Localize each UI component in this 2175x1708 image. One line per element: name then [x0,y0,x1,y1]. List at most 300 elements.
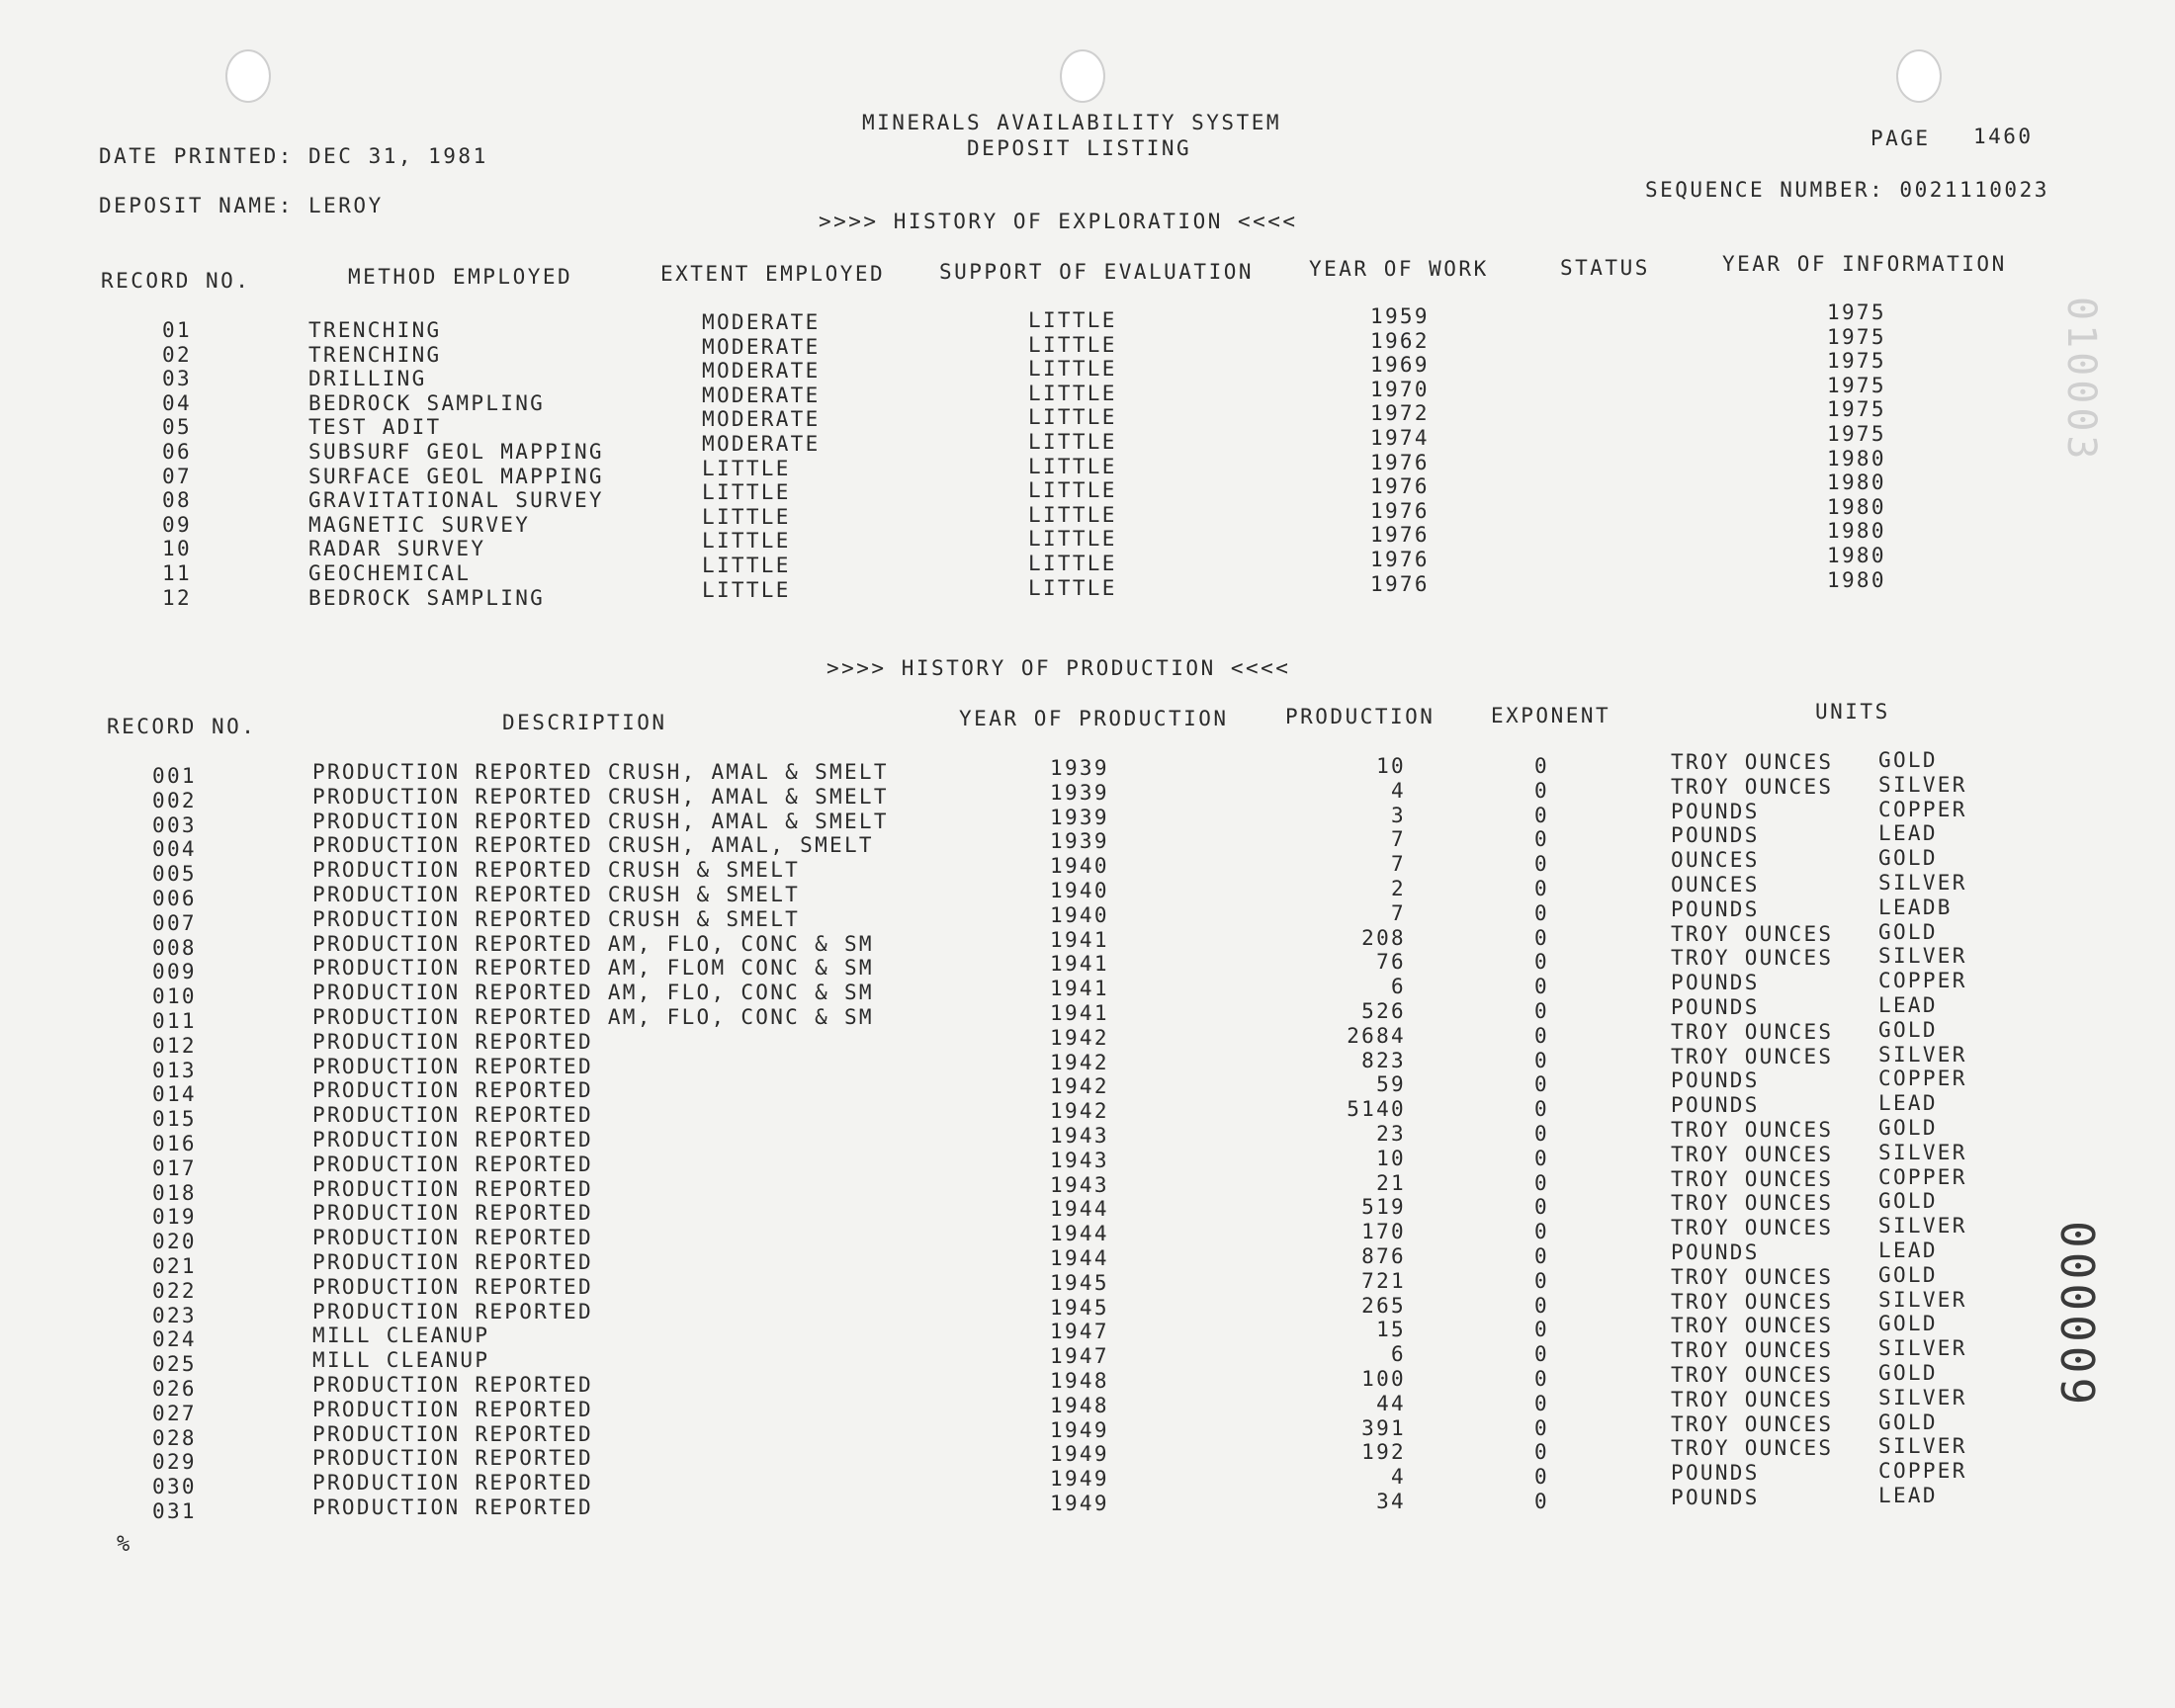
metal: LEAD [1878,1091,1938,1116]
record-no: 029 [152,1450,197,1475]
extent-employed: LITTLE [702,456,791,480]
record-no: 025 [152,1352,197,1377]
year-of-production: 1949 [1050,1492,1109,1515]
exponent: 0 [1534,827,1549,852]
description: PRODUCTION REPORTED [312,1274,593,1299]
year-of-information: 1980 [1827,494,1886,519]
year-of-work: 1976 [1370,523,1430,548]
record-no: 018 [152,1180,197,1205]
exponent: 0 [1534,1415,1549,1440]
page-label: PAGE [1870,127,1931,150]
year-of-production: 1942 [1050,1074,1109,1099]
description: PRODUCTION REPORTED CRUSH, AMAL & SMELT [312,760,889,784]
metal: SILVER [1878,944,1967,969]
year-of-production: 1941 [1050,952,1109,977]
description: PRODUCTION REPORTED [312,1421,593,1446]
metal: GOLD [1878,1189,1938,1214]
exponent: 0 [1534,803,1549,827]
year-of-production: 1945 [1050,1270,1109,1295]
year-of-work: 1976 [1370,474,1430,499]
year-of-production: 1948 [1050,1393,1109,1417]
extent-employed: MODERATE [702,407,821,432]
unit-type: TROY OUNCES [1671,921,1834,946]
record-no: 002 [152,788,197,812]
record-no: 06 [162,440,192,464]
exp-col-record-no: RECORD NO. [101,269,251,293]
metal: LEADB [1878,895,1953,919]
year-of-production: 1939 [1050,805,1109,829]
metal: COPPER [1878,1067,1967,1091]
exponent: 0 [1534,1170,1549,1195]
description: PRODUCTION REPORTED [312,1226,593,1250]
footer-mark: % [117,1532,130,1557]
exponent: 0 [1534,950,1549,975]
extent-employed: LITTLE [702,554,791,577]
punch-hole-center [1060,49,1105,103]
exponent: 0 [1534,1440,1549,1465]
description: PRODUCTION REPORTED [312,1128,593,1152]
punch-hole-right [1896,49,1942,103]
unit-type: TROY OUNCES [1671,1166,1834,1191]
metal: GOLD [1878,1409,1938,1434]
production-amount: 7 [1391,900,1406,925]
year-of-production: 1940 [1050,854,1109,879]
metal: SILVER [1878,1042,1967,1067]
description: PRODUCTION REPORTED CRUSH & SMELT [312,883,801,906]
system-title: MINERALS AVAILABILITY SYSTEM [862,111,1282,134]
record-no: 026 [152,1377,197,1401]
record-no: 07 [162,464,192,488]
record-no: 023 [152,1303,197,1327]
description: PRODUCTION REPORTED CRUSH & SMELT [312,858,801,883]
description: PRODUCTION REPORTED [312,1152,593,1176]
prod-col-description: DESCRIPTION [502,711,667,734]
record-no: 012 [152,1033,197,1058]
record-no: 011 [152,1009,197,1033]
extent-employed: LITTLE [702,577,791,602]
support-of-evaluation: LITTLE [1028,575,1117,600]
unit-type: TROY OUNCES [1671,1289,1834,1314]
description: PRODUCTION REPORTED [312,1373,593,1397]
year-of-production: 1948 [1050,1369,1109,1393]
description: PRODUCTION REPORTED [312,1029,593,1054]
record-no: 013 [152,1058,197,1082]
year-of-production: 1941 [1050,927,1109,952]
unit-type: TROY OUNCES [1671,774,1834,799]
record-no: 001 [152,764,197,788]
year-of-production: 1939 [1050,829,1109,854]
metal: COPPER [1878,969,1967,993]
method-employed: RADAR SURVEY [308,537,486,561]
support-of-evaluation: LITTLE [1028,308,1117,332]
support-of-evaluation: LITTLE [1028,381,1117,405]
record-no: 007 [152,910,197,935]
record-no: 016 [152,1132,197,1155]
unit-type: TROY OUNCES [1671,1436,1834,1461]
year-of-production: 1939 [1050,780,1109,805]
prod-col-exponent: EXPONENT [1491,704,1611,727]
metal: COPPER [1878,797,1967,821]
production-amount: 3 [1391,803,1406,827]
exponent: 0 [1534,852,1549,877]
record-no: 010 [152,984,197,1009]
production-amount: 876 [1361,1244,1406,1268]
method-employed: SUBSURF GEOL MAPPING [308,440,604,464]
unit-type: POUNDS [1671,799,1760,823]
exponent: 0 [1534,1097,1549,1122]
year-of-production: 1942 [1050,1050,1109,1074]
prod-col-year: YEAR OF PRODUCTION [959,707,1229,730]
year-of-information: 1975 [1827,300,1886,324]
production-amount: 34 [1376,1490,1406,1513]
production-amount: 7 [1391,827,1406,852]
production-amount: 21 [1376,1170,1406,1195]
exponent: 0 [1534,900,1549,925]
exponent: 0 [1534,1490,1549,1513]
record-no: 009 [152,960,197,984]
support-of-evaluation: LITTLE [1028,405,1117,430]
unit-type: POUNDS [1671,995,1760,1019]
unit-type: TROY OUNCES [1671,1044,1834,1068]
year-of-information: 1975 [1827,373,1886,397]
exp-col-support: SUPPORT OF EVALUATION [939,260,1255,284]
prod-col-record-no: RECORD NO. [107,715,257,738]
production-amount: 192 [1361,1440,1406,1465]
unit-type: POUNDS [1671,1486,1760,1509]
metal: GOLD [1878,919,1938,944]
year-of-information: 1975 [1827,422,1886,446]
year-of-information: 1980 [1827,567,1886,592]
exponent: 0 [1534,1195,1549,1220]
unit-type: TROY OUNCES [1671,1142,1834,1166]
production-amount: 5140 [1347,1097,1406,1122]
year-of-work: 1974 [1370,426,1430,450]
description: PRODUCTION REPORTED CRUSH, AMAL, SMELT [312,833,874,858]
margin-stamp-faint: 010003 [2058,297,2104,464]
description: PRODUCTION REPORTED [312,1078,593,1103]
year-of-production: 1944 [1050,1222,1109,1246]
exponent: 0 [1534,975,1549,999]
production-amount: 76 [1376,950,1406,975]
exponent: 0 [1534,877,1549,900]
production-amount: 170 [1361,1220,1406,1244]
description: PRODUCTION REPORTED AM, FLOM CONC & SM [312,956,874,981]
description: PRODUCTION REPORTED CRUSH, AMAL & SMELT [312,784,889,809]
exponent: 0 [1534,754,1549,778]
exponent: 0 [1534,1122,1549,1146]
metal: LEAD [1878,993,1938,1017]
year-of-production: 1949 [1050,1417,1109,1442]
record-no: 031 [152,1499,197,1523]
description: PRODUCTION REPORTED CRUSH & SMELT [312,906,801,931]
year-of-production: 1942 [1050,1025,1109,1050]
punch-hole-left [225,49,271,103]
record-no: 02 [162,342,192,367]
method-employed: TRENCHING [308,342,442,367]
unit-type: TROY OUNCES [1671,1216,1834,1240]
support-of-evaluation: LITTLE [1028,454,1117,478]
unit-type: TROY OUNCES [1671,1118,1834,1142]
record-no: 020 [152,1230,197,1254]
unit-type: POUNDS [1671,1093,1760,1118]
deposit-name: DEPOSIT NAME: LEROY [99,194,384,217]
exponent: 0 [1534,1268,1549,1293]
extent-employed: MODERATE [702,334,821,359]
year-of-information: 1980 [1827,470,1886,495]
production-amount: 721 [1361,1268,1406,1293]
production-amount: 100 [1361,1367,1406,1391]
production-amount: 519 [1361,1195,1406,1220]
extent-employed: MODERATE [702,432,821,456]
description: PRODUCTION REPORTED CRUSH, AMAL & SMELT [312,809,889,833]
year-of-information: 1980 [1827,519,1886,544]
metal: SILVER [1878,1336,1967,1361]
production-amount: 10 [1376,754,1406,778]
extent-employed: LITTLE [702,504,791,529]
year-of-production: 1942 [1050,1099,1109,1124]
year-of-production: 1947 [1050,1320,1109,1344]
metal: GOLD [1878,1116,1938,1140]
year-of-work: 1970 [1370,377,1430,401]
production-amount: 23 [1376,1122,1406,1146]
method-employed: GRAVITATIONAL SURVEY [308,488,604,513]
record-no: 03 [162,367,192,391]
year-of-production: 1949 [1050,1442,1109,1467]
metal: LEAD [1878,1238,1938,1262]
margin-stamp: 000009 [2050,1221,2104,1409]
method-employed: DRILLING [308,367,427,391]
support-of-evaluation: LITTLE [1028,552,1117,575]
metal: LEAD [1878,821,1938,846]
method-employed: MAGNETIC SURVEY [308,512,531,537]
description: PRODUCTION REPORTED [312,1176,593,1201]
exponent: 0 [1534,999,1549,1023]
year-of-work: 1972 [1370,401,1430,426]
method-employed: GEOCHEMICAL [308,561,472,585]
exp-col-year-info: YEAR OF INFORMATION [1722,252,2007,276]
exponent: 0 [1534,1318,1549,1342]
description: MILL CLEANUP [312,1348,490,1373]
metal: SILVER [1878,772,1967,797]
year-of-production: 1943 [1050,1124,1109,1148]
exponent: 0 [1534,1293,1549,1318]
metal: SILVER [1878,1214,1967,1238]
exponent: 0 [1534,1220,1549,1244]
description: PRODUCTION REPORTED [312,1446,593,1471]
record-no: 028 [152,1425,197,1450]
unit-type: TROY OUNCES [1671,1019,1834,1044]
production-amount: 4 [1391,778,1406,803]
support-of-evaluation: LITTLE [1028,332,1117,357]
production-amount: 208 [1361,925,1406,950]
record-no: 021 [152,1254,197,1278]
record-no: 030 [152,1475,197,1499]
unit-type: POUNDS [1671,897,1760,921]
exp-col-extent: EXTENT EMPLOYED [660,262,886,286]
support-of-evaluation: LITTLE [1028,357,1117,382]
production-amount: 6 [1391,1342,1406,1367]
production-amount: 7 [1391,852,1406,877]
year-of-production: 1941 [1050,977,1109,1001]
year-of-information: 1980 [1827,446,1886,470]
metal: GOLD [1878,846,1938,871]
exponent: 0 [1534,778,1549,803]
production-amount: 6 [1391,975,1406,999]
record-no: 04 [162,390,192,415]
exponent: 0 [1534,1146,1549,1170]
year-of-work: 1976 [1370,548,1430,571]
year-of-information: 1975 [1827,324,1886,349]
production-amount: 4 [1391,1465,1406,1490]
description: PRODUCTION REPORTED AM, FLO, CONC & SM [312,1005,874,1029]
support-of-evaluation: LITTLE [1028,430,1117,454]
description: PRODUCTION REPORTED [312,1495,593,1519]
exponent: 0 [1534,1367,1549,1391]
record-no: 019 [152,1205,197,1230]
production-amount: 15 [1376,1318,1406,1342]
date-printed: DATE PRINTED: DEC 31, 1981 [99,144,488,168]
production-amount: 2 [1391,877,1406,900]
year-of-work: 1959 [1370,304,1430,328]
metal: SILVER [1878,871,1967,895]
year-of-production: 1944 [1050,1246,1109,1270]
description: MILL CLEANUP [312,1324,490,1348]
year-of-production: 1949 [1050,1467,1109,1492]
record-no: 027 [152,1401,197,1425]
unit-type: POUNDS [1671,1240,1760,1264]
support-of-evaluation: LITTLE [1028,478,1117,503]
exponent: 0 [1534,1342,1549,1367]
record-no: 015 [152,1107,197,1132]
year-of-production: 1943 [1050,1172,1109,1197]
record-no: 005 [152,862,197,887]
sequence-number: SEQUENCE NUMBER: 0021110023 [1645,178,2049,202]
unit-type: TROY OUNCES [1671,750,1834,774]
year-of-work: 1976 [1370,571,1430,596]
production-amount: 391 [1361,1415,1406,1440]
description: PRODUCTION REPORTED AM, FLO, CONC & SM [312,981,874,1005]
description: PRODUCTION REPORTED AM, FLO, CONC & SM [312,931,874,956]
year-of-work: 1976 [1370,498,1430,523]
exp-col-year-work: YEAR OF WORK [1309,257,1489,281]
metal: COPPER [1878,1164,1967,1189]
page-number: 1460 [1973,125,2034,148]
description: PRODUCTION REPORTED [312,1397,593,1421]
year-of-information: 1980 [1827,544,1886,567]
record-no: 022 [152,1278,197,1303]
year-of-production: 1939 [1050,756,1109,780]
year-of-production: 1940 [1050,879,1109,902]
description: PRODUCTION REPORTED [312,1054,593,1078]
exp-col-status: STATUS [1560,256,1650,280]
metal: SILVER [1878,1140,1967,1164]
record-no: 08 [162,488,192,513]
extent-employed: LITTLE [702,529,791,554]
year-of-production: 1941 [1050,1001,1109,1025]
metal: GOLD [1878,1361,1938,1385]
exponent: 0 [1534,925,1549,950]
year-of-production: 1945 [1050,1295,1109,1320]
unit-type: TROY OUNCES [1671,946,1834,971]
method-employed: BEDROCK SAMPLING [308,585,546,610]
year-of-production: 1943 [1050,1148,1109,1172]
production-section-title: >>>> HISTORY OF PRODUCTION <<<< [826,656,1291,680]
record-no: 05 [162,415,192,440]
record-no: 003 [152,812,197,837]
record-no: 024 [152,1327,197,1352]
description: PRODUCTION REPORTED [312,1299,593,1324]
year-of-production: 1940 [1050,902,1109,927]
production-amount: 265 [1361,1293,1406,1318]
metal: GOLD [1878,1262,1938,1287]
unit-type: TROY OUNCES [1671,1363,1834,1387]
description: PRODUCTION REPORTED [312,1250,593,1274]
metal: COPPER [1878,1459,1967,1484]
unit-type: POUNDS [1671,971,1760,995]
production-amount: 10 [1376,1146,1406,1170]
prod-col-production: PRODUCTION [1285,705,1436,728]
unit-type: TROY OUNCES [1671,1191,1834,1216]
metal: GOLD [1878,1312,1938,1336]
support-of-evaluation: LITTLE [1028,527,1117,552]
metal: GOLD [1878,748,1938,772]
method-employed: TEST ADIT [308,415,442,440]
support-of-evaluation: LITTLE [1028,502,1117,527]
unit-type: OUNCES [1671,873,1760,897]
exponent: 0 [1534,1391,1549,1415]
year-of-production: 1944 [1050,1197,1109,1222]
record-no: 008 [152,935,197,960]
record-no: 014 [152,1082,197,1107]
extent-employed: MODERATE [702,359,821,384]
year-of-production: 1947 [1050,1344,1109,1369]
exponent: 0 [1534,1072,1549,1097]
record-no: 017 [152,1155,197,1180]
production-amount: 59 [1376,1072,1406,1097]
exponent: 0 [1534,1465,1549,1490]
listing-title: DEPOSIT LISTING [967,136,1192,160]
exponent: 0 [1534,1023,1549,1048]
unit-type: TROY OUNCES [1671,1264,1834,1289]
unit-type: POUNDS [1671,1068,1760,1093]
production-amount: 2684 [1347,1023,1406,1048]
exponent: 0 [1534,1244,1549,1268]
description: PRODUCTION REPORTED [312,1103,593,1128]
unit-type: TROY OUNCES [1671,1314,1834,1338]
unit-type: POUNDS [1671,823,1760,848]
method-employed: SURFACE GEOL MAPPING [308,464,604,488]
metal: LEAD [1878,1484,1938,1507]
method-employed: TRENCHING [308,318,442,342]
unit-type: OUNCES [1671,848,1760,873]
exploration-section-title: >>>> HISTORY OF EXPLORATION <<<< [819,210,1298,233]
extent-employed: MODERATE [702,383,821,407]
record-no: 12 [162,585,192,610]
method-employed: BEDROCK SAMPLING [308,390,546,415]
production-amount: 526 [1361,999,1406,1023]
unit-type: TROY OUNCES [1671,1338,1834,1363]
metal: SILVER [1878,1434,1967,1459]
record-no: 10 [162,537,192,561]
year-of-information: 1975 [1827,397,1886,422]
unit-type: POUNDS [1671,1461,1760,1486]
description: PRODUCTION REPORTED [312,1471,593,1495]
unit-type: TROY OUNCES [1671,1387,1834,1411]
prod-col-units: UNITS [1815,700,1890,724]
exponent: 0 [1534,1048,1549,1072]
year-of-work: 1976 [1370,450,1430,474]
year-of-information: 1975 [1827,349,1886,374]
